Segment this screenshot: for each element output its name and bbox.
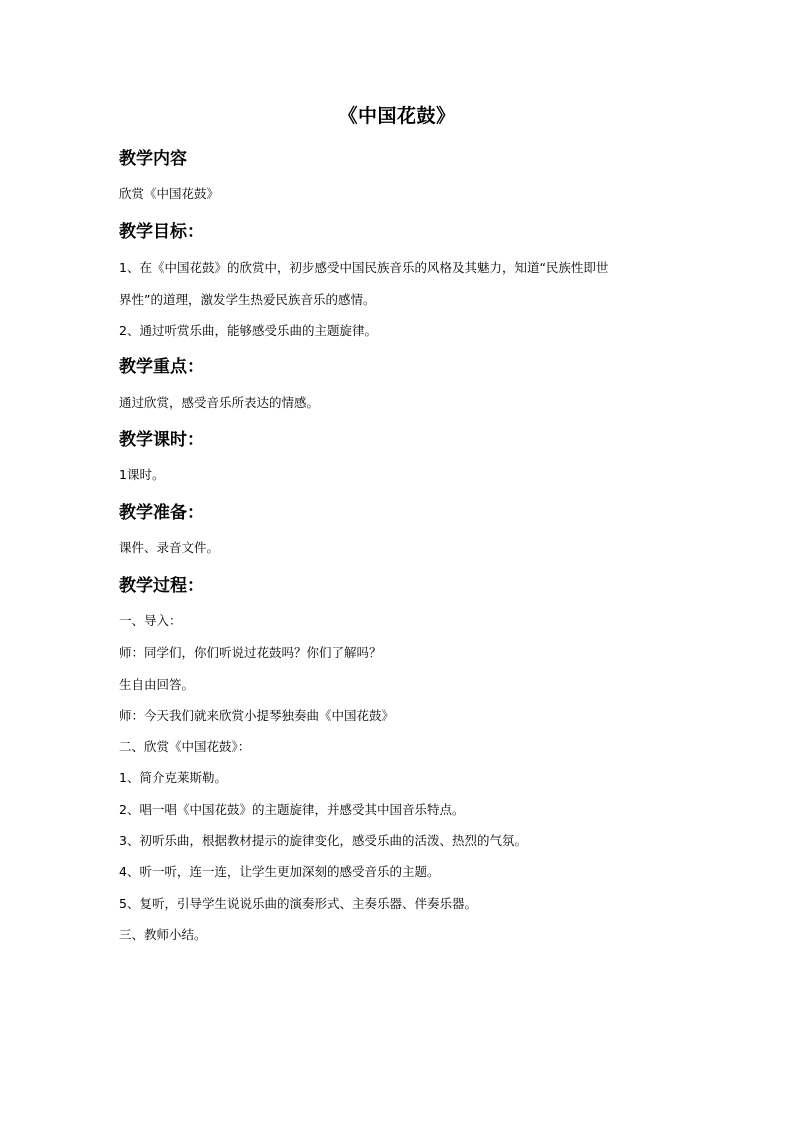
process-line-4: 师：今天我们就来欣赏小提琴独奏曲《中国花鼓》 [119,708,395,723]
section-text-content: 欣赏《中国花鼓》 [119,186,220,201]
goal-line-2: 界性”的道理，激发学生热爱民族音乐的感情。 [119,292,376,307]
process-line-5: 二、欣赏《中国花鼓》： [119,739,251,754]
process-line-10: 5、复听，引导学生说说乐曲的演奏形式、主奏乐器、伴奏乐器。 [119,896,477,911]
process-line-2: 师：同学们，你们听说过花鼓吗？你们了解吗？ [119,645,382,660]
goal-line-1: 1、在《中国花鼓》的欣赏中，初步感受中国民族音乐的风格及其魅力，知道“民族性即世 [119,260,609,275]
section-heading-prep: 教学准备： [119,503,204,523]
section-heading-hours: 教学课时： [119,430,204,450]
hours-line: 1课时。 [119,467,165,482]
process-line-9: 4、听一听，连一连，让学生更加深刻的感受音乐的主题。 [119,864,440,879]
section-heading-focus: 教学重点： [119,357,204,377]
document-title: 《中国花鼓》 [338,105,456,127]
process-line-7: 2、唱一唱《中国花鼓》的主题旋律，并感受其中国音乐特点。 [119,802,465,817]
prep-line: 课件、录音文件。 [119,540,220,555]
process-line-11: 三、教师小结。 [119,927,207,942]
process-line-8: 3、初听乐曲，根据教材提示的旋律变化，感受乐曲的活泼、热烈的气氛。 [119,833,527,848]
section-heading-content: 教学内容 [119,149,187,169]
process-line-3: 生自由回答。 [119,677,195,692]
process-line-1: 一、导入： [119,613,182,628]
focus-line: 通过欣赏，感受音乐所表达的情感。 [119,395,320,410]
section-heading-process: 教学过程： [119,576,204,596]
goal-line-3: 2、通过听赏乐曲，能够感受乐曲的主题旋律。 [119,323,377,338]
section-heading-goals: 教学目标： [119,222,204,242]
process-line-6: 1、简介克莱斯勒。 [119,770,227,785]
